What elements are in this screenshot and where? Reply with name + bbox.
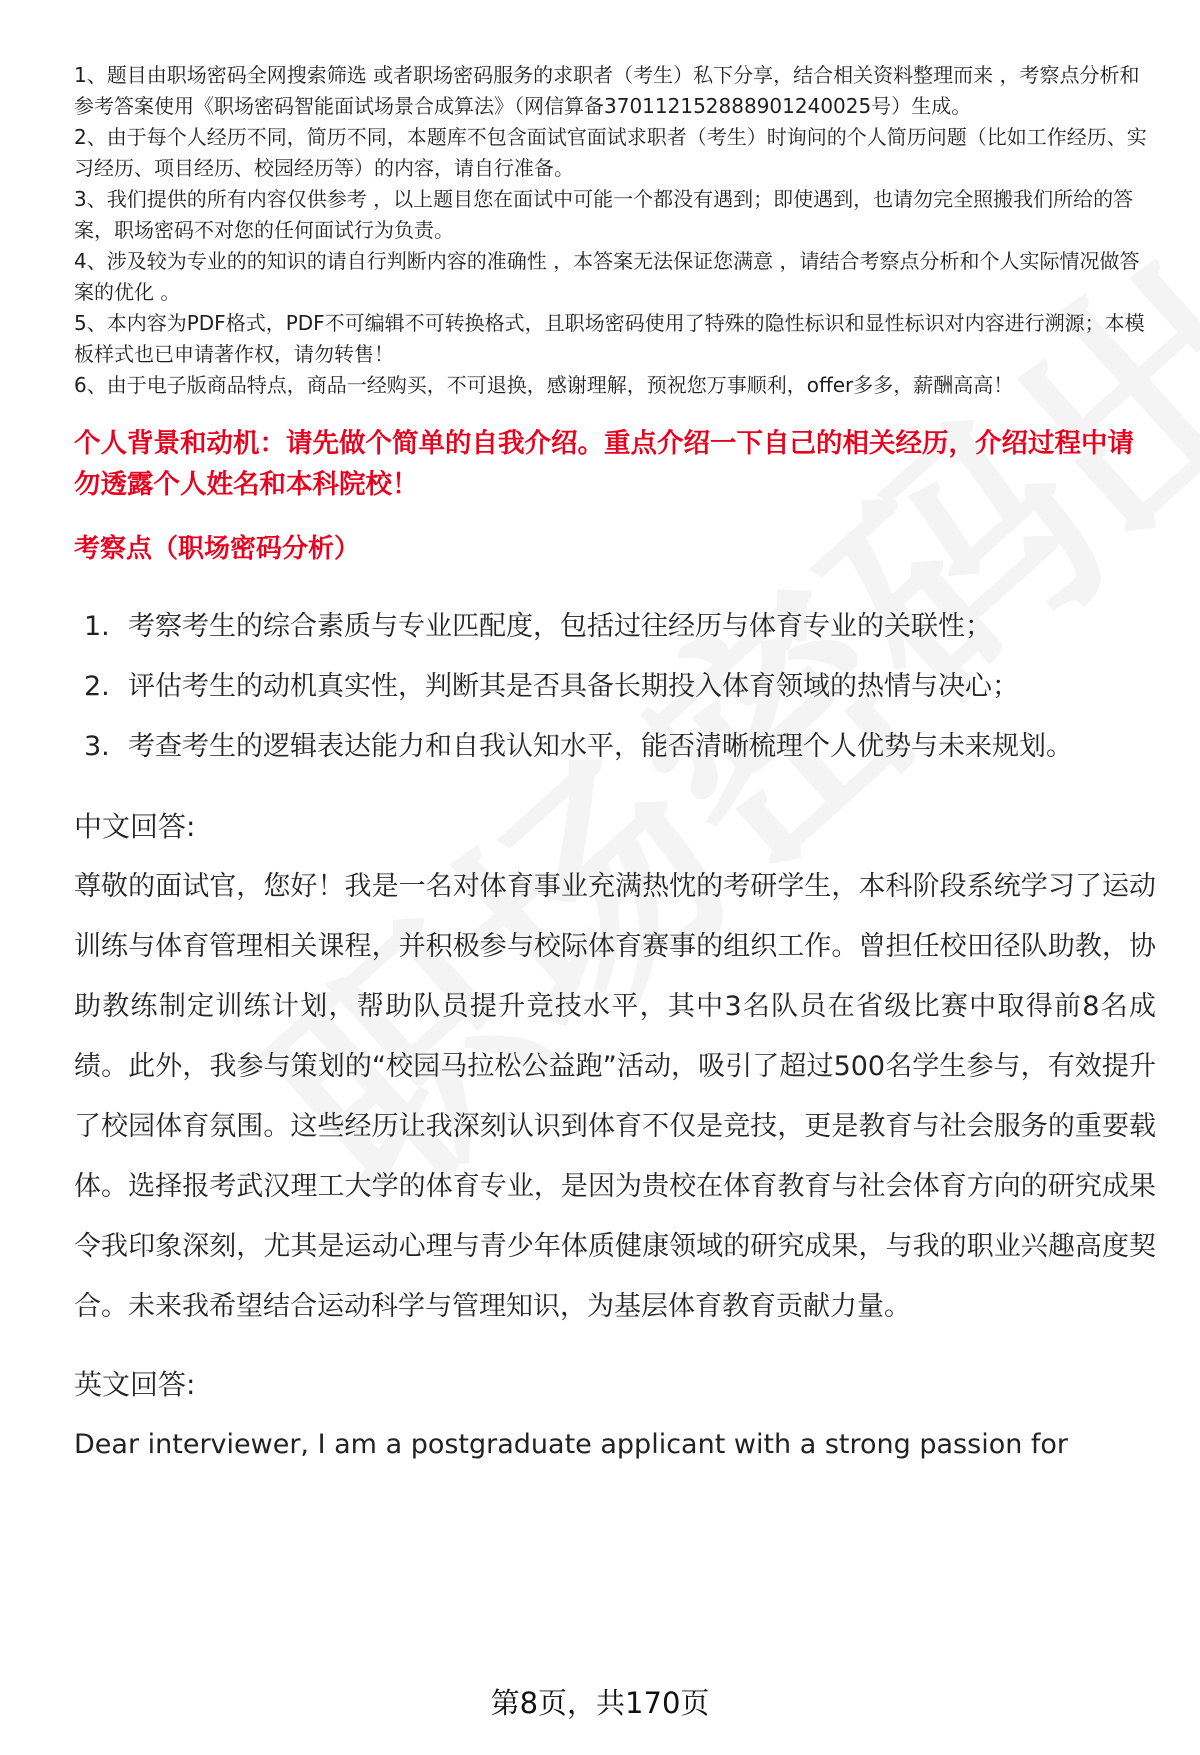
disclaimer-item: 3、我们提供的所有内容仅供参考 ，以上题目您在面试中可能一个都没有遇到；即使遇到，也请勿完全照搬我们所给的答案，职场密码不对您的任何面试行为负责。: [74, 187, 1134, 242]
disclaimer-item: 2、由于每个人经历不同，简历不同，本题库不包含面试官面试求职者（考生）时询问的个人简历问题（比如工作经历、实习经历、项目经历、校园经历等）的内容，请自行准备。: [74, 125, 1147, 180]
analysis-point-text: 评估考生的动机真实性，判断其是否具备长期投入体育领域的热情与决心；: [128, 671, 1019, 702]
disclaimer-item: 4、涉及较为专业的的知识的请自行判断内容的准确性 ，本答案无法保证您满意 ，请结合考察点分析和个人实际情况做答案的优化 。: [74, 249, 1140, 304]
interview-question: 个人背景和动机：请先做个简单的自我介绍。重点介绍一下自己的相关经历，介绍过程中请勿透露个人姓名和本科院校！: [74, 428, 1134, 500]
chinese-answer-label: 中文回答:: [74, 810, 196, 843]
analysis-point-number: 3.: [84, 731, 110, 762]
analysis-point: [74, 597, 1156, 657]
english-answer: Dear interviewer, I am a postgraduate applicant with a strong passion for: [74, 1429, 1069, 1460]
analysis-point-text: 考察考生的综合素质与专业匹配度，包括过往经历与体育专业的关联性；: [128, 611, 992, 642]
page-number-footer: 第8页，共170页: [490, 1686, 710, 1720]
disclaimer-item: 5、本内容为PDF格式，PDF不可编辑不可转换格式，且职场密码使用了特殊的隐性标识和显性标识对内容进行溯源；本模板样式也已申请著作权，请勿转售！: [74, 311, 1145, 366]
analysis-point-number: 2.: [84, 671, 110, 702]
analysis-points-list: [74, 597, 1156, 777]
disclaimer-item: 1、题目由职场密码全网搜索筛选 或者职场密码服务的求职者（考生）私下分享，结合相关资料整理而来 ，考察点分析和参考答案使用《职场密码智能面试场景合成算法》（网信算备370112152888901240025号）生成。: [74, 63, 1140, 118]
analysis-title: 考察点（职场密码分析）: [74, 534, 361, 564]
disclaimer-item: 6、由于电子版商品特点，商品一经购买，不可退换，感谢理解，预祝您万事顺利，offer多多，薪酬高高！: [74, 373, 1014, 397]
analysis-point: [74, 717, 1156, 777]
disclaimer-block: [74, 60, 1156, 401]
chinese-answer: 尊敬的面试官，您好！我是一名对体育事业充满热忱的考研学生，本科阶段系统学习了运动训练与体育管理相关课程，并积极参与校际体育赛事的组织工作。曾担任校田径队助教，协助教练制定训练计划，帮助队员提升竞技水平，其中3名队员在省级比赛中取得前8名成绩。此外，我参与策划的“校园马拉松公益跑”活动，吸引了超过500名学生参与，有效提升了校园体育氛围。这些经历让我深刻认识到体育不仅是竞技，更是教育与社会服务的重要载体。选择报考武汉理工大学的体育专业，是因为贵校在体育教育与社会体育方向的研究成果令我印象深刻，尤其是运动心理与青少年体质健康领域的研究成果，与我的职业兴趣高度契合。未来我希望结合运动科学与管理知识，为基层体育教育贡献力量。: [74, 871, 1156, 1322]
english-answer-label: 英文回答:: [74, 1368, 196, 1401]
analysis-point-number: 1.: [84, 611, 110, 642]
analysis-point-text: 考查考生的逻辑表达能力和自我认知水平，能否清晰梳理个人优势与未来规划。: [128, 731, 1073, 762]
analysis-point: [74, 657, 1156, 717]
page-content: [74, 60, 1156, 1475]
